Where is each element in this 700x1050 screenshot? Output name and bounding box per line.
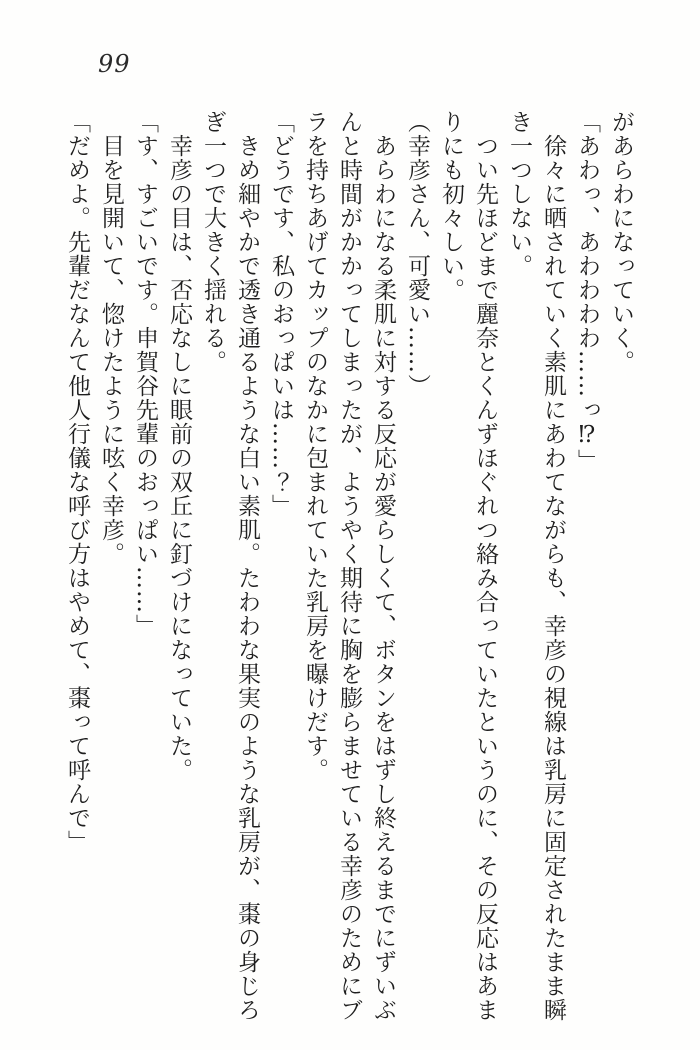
text-column: き一つしない。 (506, 110, 532, 278)
text-column: ぎ一つで大きく揺れる。 (200, 110, 226, 374)
text-column: りにも初々しい。 (438, 110, 464, 302)
text-column: 目を見開いて、惚けたように呟く幸彦。 (98, 110, 124, 566)
text-column: 「あわっ、あわわわわ……っ⁉」 (574, 110, 600, 473)
text-column: （幸彦さん、可愛い……） (404, 110, 430, 398)
text-column: 幸彦の目は、否応なしに眼前の双丘に釘づけになっていた。 (166, 110, 192, 782)
text-block (60, 110, 638, 1045)
text-column: あらわになる柔肌に対する反応が愛らしくて、ボタンをはずし終えるまでにずいぶ (370, 110, 396, 1022)
text-column: があらわになっていく。 (608, 110, 634, 374)
text-column: 徐々に晒されていく素肌にあわてながらも、幸彦の視線は乳房に固定されたまま瞬 (540, 110, 566, 1022)
page-number: 99 (98, 50, 131, 78)
text-column: 「だめよ。先輩だなんて他人行儀な呼び方はやめて、棗って呼んで」 (64, 110, 90, 854)
text-column: 「どうです、私のおっぱいは……？」 (268, 110, 294, 518)
text-column: ラを持ちあげてカップのなかに包まれていた乳房を曝けだす。 (302, 110, 328, 782)
text-column: んと時間がかかってしまったが、ようやく期待に胸を膨らませている幸彦のためにブ (336, 110, 362, 1022)
text-column: つい先ほどまで麗奈とくんずほぐれつ絡み合っていたというのに、その反応はあま (472, 110, 498, 1022)
text-column: 「す、すごいです。申賀谷先輩のおっぱい……」 (132, 110, 158, 638)
text-column: きめ細やかで透き通るような白い素肌。たわわな果実のような乳房が、棗の身じろ (234, 110, 260, 1022)
